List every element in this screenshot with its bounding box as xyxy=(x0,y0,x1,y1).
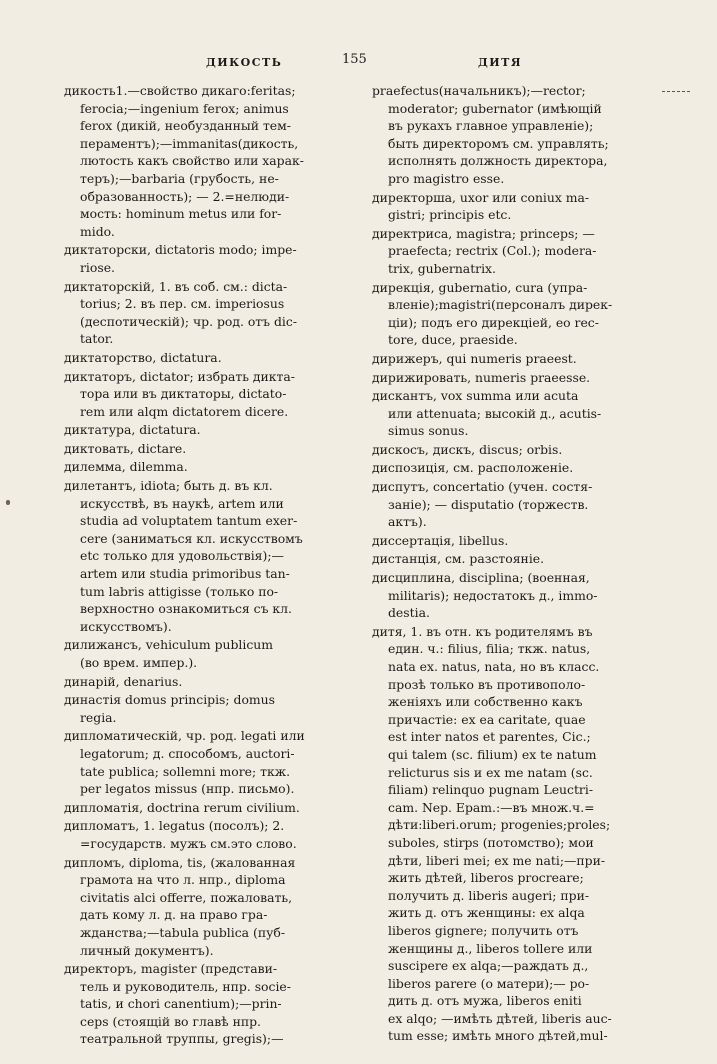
entry-line: или attenuata; высокій д., acutis- xyxy=(388,405,602,421)
dictionary-entry xyxy=(64,368,369,421)
entry-line: театральной труппы, gregis);— xyxy=(80,1031,284,1047)
entry-headline: диктаторство, dictatura. xyxy=(64,349,222,365)
entry-line: tatis, и chori canentium);—prin- xyxy=(80,996,282,1012)
entry-line: въ рукахъ главное управленіе); xyxy=(388,118,594,134)
entry-line: заніе); — disputatio (торжеств. xyxy=(388,496,589,512)
entry-headline: дилетантъ, idiota; быть д. въ кл. xyxy=(64,478,273,494)
page-number: 155 xyxy=(342,52,367,67)
dictionary-entry xyxy=(372,387,657,440)
dictionary-entry xyxy=(64,82,369,240)
entry-line: rem или alqm dictatorem dicere. xyxy=(80,403,289,419)
entry-line: дить д. отъ мужа, liberos eniti xyxy=(388,993,582,1009)
entry-line: тель и руководитель, нпр. socie- xyxy=(80,978,291,994)
entry-line: trix, gubernatrix. xyxy=(388,260,496,276)
entry-line: etc только для удовольствія);— xyxy=(80,548,284,564)
entry-line: cere (заниматься кл. искусствомъ xyxy=(80,530,303,546)
dictionary-entry xyxy=(64,241,369,276)
entry-headline: диктатура, dictatura. xyxy=(64,422,201,438)
entry-line: torius; 2. въ пер. см. imperiosus xyxy=(80,296,285,312)
entry-line: legatorum; д. способомъ, auctori- xyxy=(80,745,295,761)
entry-line: пераментъ);—immanitas(дикость, xyxy=(80,135,299,151)
running-head-left: ДИКОСТЬ xyxy=(206,56,283,69)
dictionary-entry xyxy=(372,82,657,188)
entry-line: актъ). xyxy=(388,514,427,530)
entry-headline: директриса, magistra; princeps; — xyxy=(372,225,595,241)
entry-line: верхностно ознакомиться съ кл. xyxy=(80,601,292,617)
entry-line: тора или въ диктаторы, dictato- xyxy=(80,386,287,402)
dictionary-entry xyxy=(64,349,369,367)
entry-line: быть директоромъ см. управлять; xyxy=(388,135,609,151)
entry-line: (деспотическій); чр. род. отъ dic- xyxy=(80,313,297,329)
entry-headline: дилемма, dilemma. xyxy=(64,459,188,475)
entry-line: praefecta; rectrix (Col.); modera- xyxy=(388,243,597,259)
entry-line: ceps (стоящій во главѣ нпр. xyxy=(80,1013,261,1029)
entry-line: прозѣ только въ противополо- xyxy=(388,676,586,692)
dictionary-entry xyxy=(372,478,657,531)
dictionary-entry xyxy=(64,636,369,671)
entry-line: suscipere ex alqa;—раждать д., xyxy=(388,958,589,974)
entry-line: tate publica; sollemni more; ткж. xyxy=(80,763,291,779)
entry-line: женіяхъ или собственно какъ xyxy=(388,694,583,710)
entry-line: moderator; gubernator (имѣющій xyxy=(388,100,602,116)
dictionary-entry xyxy=(64,477,369,635)
entry-line: tator. xyxy=(80,331,114,347)
entry-line: artem или studia primoribus tan- xyxy=(80,566,290,582)
entry-line: liberos gignere; получить отъ xyxy=(388,922,579,938)
dictionary-entry xyxy=(372,369,657,387)
entry-line: per legatos missus (нпр. письмо). xyxy=(80,781,295,797)
entry-line: ex alqo; —имѣть дѣтей, liberis auc- xyxy=(388,1010,612,1026)
entry-line: жить дѣтей, liberos procreare; xyxy=(388,870,584,886)
entry-headline: диссертація, libellus. xyxy=(372,532,509,548)
entry-headline: дирижировать, numeris praeesse. xyxy=(372,369,591,385)
entry-headline: диктаторъ, dictator; избрать дикта- xyxy=(64,368,295,384)
left-column xyxy=(64,82,369,1049)
dictionary-entry xyxy=(64,278,369,348)
entry-headline: дискосъ, дискъ, discus; orbis. xyxy=(372,441,563,457)
entry-line: liberos parere (о матери);— ро- xyxy=(388,975,590,991)
dictionary-entry xyxy=(372,225,657,278)
entry-headline: дипломатъ, 1. legatus (посолъ); 2. xyxy=(64,818,285,834)
entry-headline: директоръ, magister (представи- xyxy=(64,961,278,977)
entry-line: filiam) relinquo pugnam Leuctri- xyxy=(388,782,594,798)
dictionary-entry xyxy=(372,623,657,1045)
entry-headline: династія domus principis; domus xyxy=(64,692,276,708)
entry-line: дѣти, liberi mei; ex me nati;—при- xyxy=(388,852,606,868)
entry-line: cam. Nep. Epam.:—въ множ.ч.= xyxy=(388,799,595,815)
entry-headline: диспозиція, см. расположеніе. xyxy=(372,460,574,476)
entry-line: личный документъ). xyxy=(80,942,214,958)
margin-mark xyxy=(662,91,690,92)
dictionary-entry xyxy=(64,727,369,797)
margin-ink-spot xyxy=(6,500,10,505)
entry-headline: дирижеръ, qui numeris praeest. xyxy=(372,350,577,366)
entry-headline: дипломатія, doctrina rerum civilium. xyxy=(64,799,300,815)
dictionary-entry xyxy=(372,569,657,622)
dictionary-entry xyxy=(64,673,369,691)
dictionary-entry xyxy=(372,532,657,550)
entry-headline: дипломъ, diploma, tis, (жалованная xyxy=(64,854,296,870)
entry-headline: дирекція, gubernatio, cura (упра- xyxy=(372,279,588,295)
entry-line: искусствѣ, въ наукѣ, artem или xyxy=(80,495,284,511)
entry-line: искусствомъ). xyxy=(80,618,172,634)
entry-line: simus sonus. xyxy=(388,423,469,439)
dictionary-entry xyxy=(64,458,369,476)
entry-headline: директорша, uxor или coniux ma- xyxy=(372,189,590,205)
entry-line: riose. xyxy=(80,259,115,275)
entry-headline: диктовать, dictare. xyxy=(64,440,187,456)
entry-line: tum esse; имѣть много дѣтей,mul- xyxy=(388,1028,608,1044)
dictionary-entry xyxy=(372,550,657,568)
running-head-right: ДИТЯ xyxy=(478,56,523,69)
entry-line: лютость какъ свойство или харак- xyxy=(80,153,304,169)
entry-line: pro magistro esse. xyxy=(388,170,505,186)
entry-line: ferox (дикій, необузданный тем- xyxy=(80,118,291,134)
entry-line: теръ);—barbaria (грубость, не- xyxy=(80,170,279,186)
entry-line: mido. xyxy=(80,223,115,239)
entry-line: gistri; principis etc. xyxy=(388,207,512,223)
entry-headline: диспутъ, concertatio (учен. состя- xyxy=(372,479,593,495)
entry-headline: диктаторски, dictatoris modo; impe- xyxy=(64,242,297,258)
entry-headline: дисциплина, disciplina; (военная, xyxy=(372,570,590,586)
entry-headline: дипломатическій, чр. род. legati или xyxy=(64,728,305,744)
entry-line: est inter natos et parentes, Cic.; xyxy=(388,729,591,745)
entry-line: (во врем. импер.). xyxy=(80,655,198,670)
dictionary-entry xyxy=(64,421,369,439)
dictionary-entry xyxy=(372,441,657,459)
entry-line: ціи); подъ его дирекціей, eo rec- xyxy=(388,314,599,330)
entry-headline: дитя, 1. въ отн. къ родителямъ въ xyxy=(372,623,593,639)
entry-line: suboles, stirps (потомство); мои xyxy=(388,834,594,850)
right-column xyxy=(372,82,657,1046)
entry-headline: динарій, denarius. xyxy=(64,673,183,689)
entry-line: qui talem (sc. filium) ex te natum xyxy=(388,746,597,762)
entry-line: мость: hominum metus или for- xyxy=(80,206,282,222)
entry-line: причастіе: ex ea caritate, quae xyxy=(388,711,586,727)
entry-line: дѣти:liberi.orum; progenies;proles; xyxy=(388,817,611,833)
dictionary-entry xyxy=(64,799,369,817)
entry-headline: диктаторскій, 1. въ соб. см.: dicta- xyxy=(64,278,288,294)
entry-line: destia. xyxy=(388,605,430,621)
entry-line: женщины д., liberos tollere или xyxy=(388,940,593,956)
entry-line: militaris); недостатокъ д., immo- xyxy=(388,587,598,603)
entry-headline: дилижансъ, vehiculum publicum xyxy=(64,637,274,653)
entry-headline: дискантъ, vox summa или acuta xyxy=(372,388,579,404)
dictionary-entry xyxy=(64,960,369,1048)
entry-line: tum labris attigisse (только по- xyxy=(80,583,279,599)
dictionary-entry xyxy=(64,854,369,960)
dictionary-entry xyxy=(64,817,369,852)
entry-headline: praefectus(начальникъ);—rector; xyxy=(372,83,586,98)
entry-line: грамота на что л. нпр., diploma xyxy=(80,872,286,888)
entry-line: жданства;—tabula publica (пуб- xyxy=(80,924,286,940)
entry-line: дать кому л. д. на право гра- xyxy=(80,907,268,923)
dictionary-entry xyxy=(64,440,369,458)
dictionary-entry xyxy=(372,350,657,368)
entry-line: studia ad voluptatem tantum exer- xyxy=(80,513,298,529)
entry-headline: дикость1.—свойство дикаго:feritas; xyxy=(64,83,296,98)
entry-line: един. ч.: filius, filia; ткж. natus, xyxy=(388,641,591,657)
entry-headline: дистанція, см. разстояніе. xyxy=(372,551,545,567)
entry-line: civitatis alci offerre, пожаловать, xyxy=(80,889,293,905)
entry-line: ferocia;—ingenium ferox; animus xyxy=(80,100,289,116)
entry-line: вленіе);magistri(персоналъ дирек- xyxy=(388,297,613,313)
dictionary-entry xyxy=(372,279,657,349)
dictionary-entry xyxy=(372,459,657,477)
entry-line: tore, duce, praeside. xyxy=(388,332,518,348)
entry-line: nata ex. natus, nata, но въ класс. xyxy=(388,659,600,674)
entry-line: исполнять должность директора, xyxy=(388,153,608,169)
dictionary-entry xyxy=(372,189,657,224)
entry-line: relicturus sis и ex me natam (sc. xyxy=(388,764,593,780)
dictionary-entry xyxy=(64,691,369,726)
entry-line: regia. xyxy=(80,709,117,725)
entry-line: =государств. мужъ см.это слово. xyxy=(80,835,297,851)
entry-line: образованность); — 2.=нелюди- xyxy=(80,188,290,204)
entry-line: жить д. отъ женщины: ex alqa xyxy=(388,905,585,921)
entry-line: получить д. liberis augeri; при- xyxy=(388,887,590,903)
